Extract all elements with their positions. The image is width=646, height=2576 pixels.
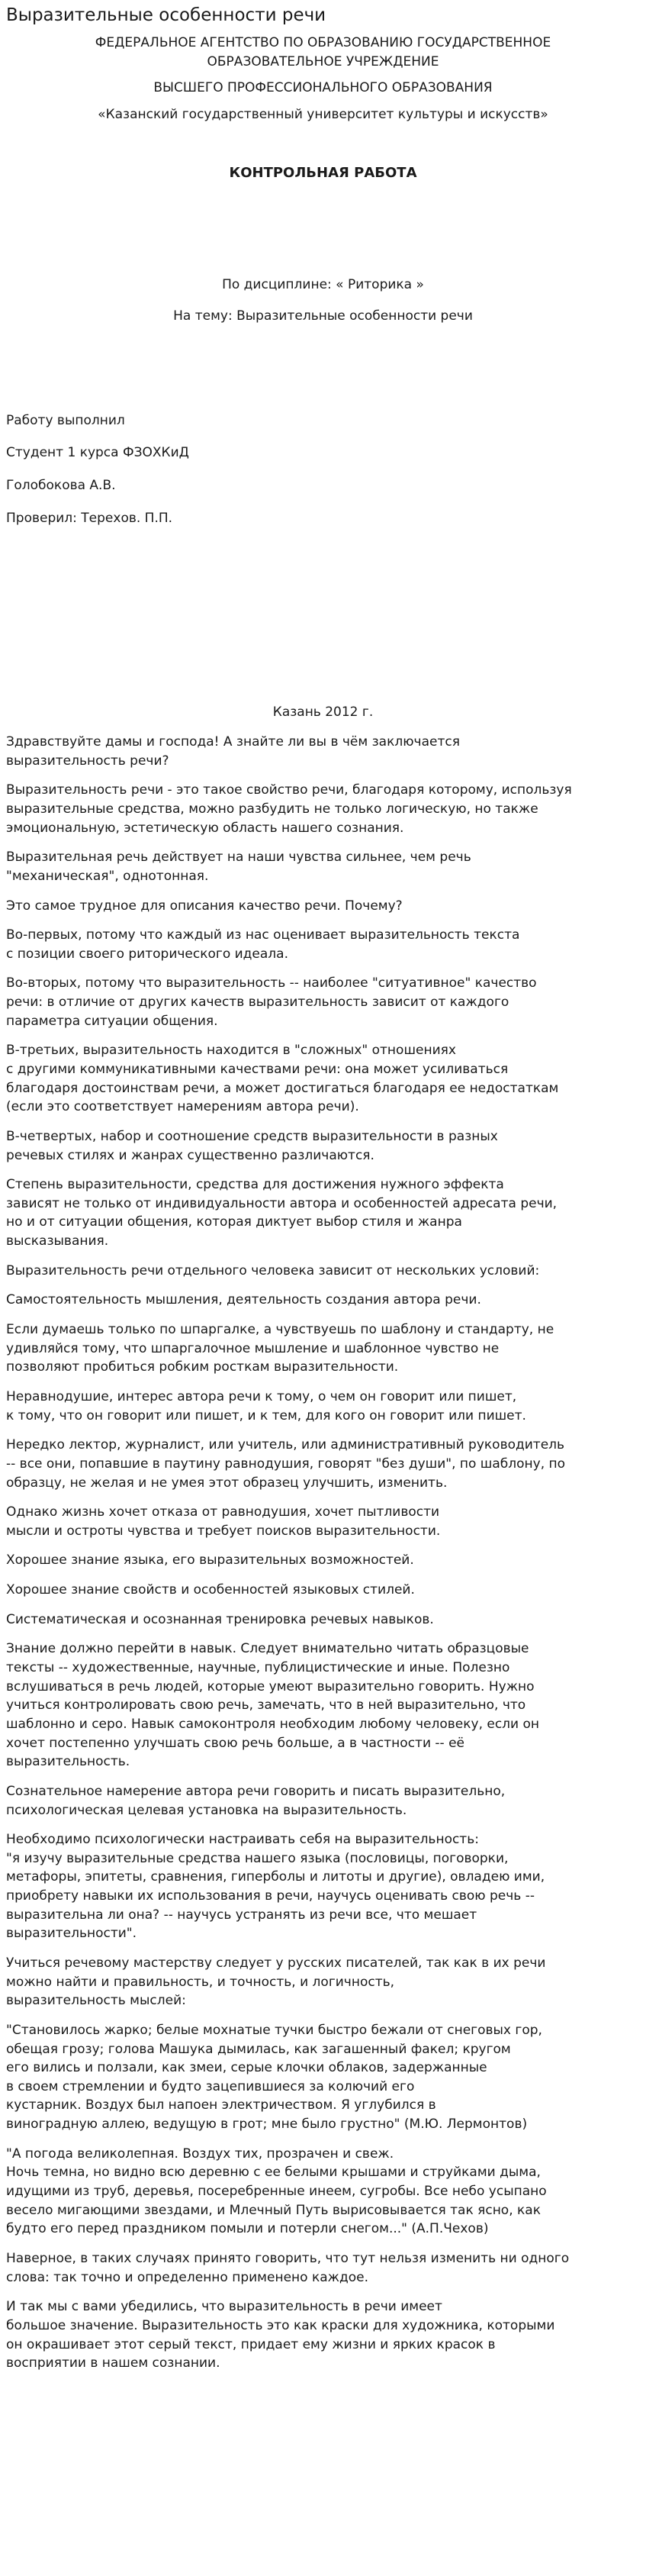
page-title: Выразительные особенности речи <box>6 5 326 25</box>
paragraph-line: Наверное, в таких случаях принято говорить, что тут нельзя изменить ни одного <box>6 2250 570 2266</box>
paragraph-line: обещая грозу; голова Машука дымилась, как загашенный факел; кругом <box>6 2041 511 2057</box>
paragraph-line: выразительности". <box>6 1926 137 1942</box>
discipline-line: По дисциплине: « Риторика » <box>222 276 424 292</box>
paragraph-line: Если думаешь только по шпаргалке, а чувствуешь по шаблону и стандарту, не <box>6 1322 554 1338</box>
body-paragraph <box>6 926 640 963</box>
paragraph-line: Систематическая и осознанная тренировка речевых навыков. <box>6 1611 434 1627</box>
paragraph-line: Необходимо психологически настраивать себя на выразительность: <box>6 1832 479 1848</box>
paragraph-line: его вились и ползали, как змеи, серые клочки облаков, задержанные <box>6 2060 487 2076</box>
body-paragraph <box>6 1551 640 1570</box>
paragraph-line: благодаря достоинствам речи, а может достигаться благодаря ее недостаткам <box>6 1080 559 1096</box>
body-paragraph <box>6 1175 640 1251</box>
body-paragraph <box>6 1320 640 1377</box>
work-type-heading: КОНТРОЛЬНАЯ РАБОТА <box>229 165 417 182</box>
performed-by: Работу выполнил <box>6 412 125 428</box>
paragraph-line: Выразительная речь действует на наши чувства сильнее, чем речь <box>6 850 471 866</box>
paragraph-line: речи: в отличие от других качеств выразительность зависит от каждого <box>6 995 509 1011</box>
paragraph-line: можно найти и правильность, и точность, и логичность, <box>6 1974 395 1990</box>
body-paragraph <box>6 733 640 770</box>
paragraph-line: Выразительность речи отдельного человека зависит от нескольких условий: <box>6 1262 540 1278</box>
institution-header <box>6 34 640 124</box>
body-paragraph <box>6 1127 640 1165</box>
city-year: Казань 2012 г. <box>272 704 374 721</box>
body-paragraph <box>6 2249 640 2287</box>
paragraph-line: Неравнодушие, интерес автора речи к тому, о чем он говорит или пишет, <box>6 1388 517 1404</box>
body-paragraph <box>6 1639 640 1771</box>
header-line: ФЕДЕРАЛЬНОЕ АГЕНТСТВО ПО ОБРАЗОВАНИЮ ГОСУДАРСТВЕННОЕ <box>95 34 551 50</box>
paragraph-line: шаблонно и серо. Навык самоконтроля необходим любому человеку, если он <box>6 1716 540 1732</box>
paragraph-line: -- все они, попавшие в паутину равнодушия, говорят "без души", по шаблону, по <box>6 1456 566 1472</box>
paragraph-line: метафоры, эпитеты, сравнения, гиперболы и литоты и другие), овладею ими, <box>6 1869 545 1885</box>
author-block <box>6 411 640 528</box>
paragraph-line: Степень выразительности, средства для достижения нужного эффекта <box>6 1177 504 1193</box>
body-paragraph <box>6 1581 640 1600</box>
paragraph-line: параметра ситуации общения. <box>6 1013 218 1029</box>
paragraph-line: выразительные средства, можно разбудить не только логическую, но также <box>6 801 538 817</box>
paragraph-line: В-четвертых, набор и соотношение средств выразительности в разных <box>6 1128 498 1144</box>
body-paragraph <box>6 1041 640 1117</box>
paragraph-line: "я изучу выразительные средства нашего языка (пословицы, поговорки, <box>6 1850 509 1866</box>
paragraph-line: Учиться речевому мастерству следует у русских писателей, так как в их речи <box>6 1955 546 1971</box>
paragraph-line: учиться контролировать свою речь, замечать, что в ней выразительно, что <box>6 1697 526 1714</box>
paragraph-line: вслушиваться в речь людей, которые умеют выразительно говорить. Нужно <box>6 1678 535 1694</box>
paragraph-line: кустарник. Воздух был напоен электричеством. Я углубился в <box>6 2097 436 2113</box>
paragraph-line: (если это соответствует намерениям автора речи). <box>6 1099 359 1115</box>
header-line: ОБРАЗОВАТЕЛЬНОЕ УЧРЕЖДЕНИЕ <box>207 53 439 69</box>
paragraph-line: идущими из труб, деревья, посеребренные инеем, сугробы. Все небо усыпано <box>6 2184 547 2200</box>
body-paragraph <box>6 2145 640 2239</box>
paragraph-line: образцу, не желая и не умея этот образец улучшить, изменить. <box>6 1475 448 1491</box>
paragraph-line: с позиции своего риторического идеала. <box>6 946 288 962</box>
paragraph-line: тексты -- художественные, научные, публицистические и иные. Полезно <box>6 1660 510 1676</box>
paragraph-line: к тому, что он говорит или пишет, и к тем, для кого он говорит или пишет. <box>6 1407 526 1423</box>
paragraph-line: он окрашивает этот серый текст, придает ему жизни и ярких красок в <box>6 2336 496 2352</box>
body-paragraph <box>6 974 640 1030</box>
topic-line: На тему: Выразительные особенности речи <box>173 308 473 324</box>
body-paragraph <box>6 1830 640 1943</box>
paragraph-line: Здравствуйте дамы и господа! А знайте ли вы в чём заключается <box>6 734 460 750</box>
paragraph-line: Хорошее знание свойств и особенностей языковых стилей. <box>6 1582 415 1598</box>
body-paragraph <box>6 1610 640 1630</box>
header-line: «Казанский государственный университет культуры и искусств» <box>98 106 548 122</box>
paragraph-line: Во-вторых, потому что выразительность -- наиболее "ситуативное" качество <box>6 975 537 991</box>
paragraph-line: психологическая целевая установка на выразительность. <box>6 1802 407 1818</box>
paragraph-line: выразительна ли она? -- научусь устранять из речи все, что мешает <box>6 1907 477 1923</box>
paragraph-line: "механическая", однотонная. <box>6 868 209 884</box>
body-paragraph <box>6 2297 640 2373</box>
body-paragraph <box>6 781 640 837</box>
student-name: Голобокова А.В. <box>6 478 116 494</box>
paragraph-line: зависят не только от индивидуальности автора и особенностей адресата речи, <box>6 1195 558 1211</box>
paragraph-line: эмоциональную, эстетическую область нашего сознания. <box>6 820 404 836</box>
paragraph-line: Однако жизнь хочет отказа от равнодушия, хочет пытливости <box>6 1504 440 1520</box>
paragraph-line: Самостоятельность мышления, деятельность создания автора речи. <box>6 1292 481 1308</box>
body-paragraph <box>6 1262 640 1281</box>
paragraph-line: выразительность мыслей: <box>6 1993 186 2009</box>
checked-by: Проверил: Терехов. П.П. <box>6 510 173 526</box>
paragraph-line: "А погода великолепная. Воздух тих, прозрачен и свеж. <box>6 2146 394 2162</box>
paragraph-line: в своем стремлении и будто зацепившиеся за колючий его <box>6 2078 415 2094</box>
paragraph-line: Хорошее знание языка, его выразительных возможностей. <box>6 1552 414 1568</box>
paragraph-line: приобрету навыки их использования в речи, научусь оценивать свою речь -- <box>6 1888 535 1904</box>
paragraph-line: выразительность речи? <box>6 753 169 769</box>
paragraph-line: Это самое трудное для описания качество речи. Почему? <box>6 898 403 914</box>
paragraph-line: Ночь темна, но видно всю деревню с ее белыми крышами и струйками дыма, <box>6 2165 541 2181</box>
paragraph-line: но и от ситуации общения, которая диктует выбор стиля и жанра <box>6 1214 462 1230</box>
paragraph-line: В-третьих, выразительность находится в "сложных" отношениях <box>6 1043 456 1059</box>
body-paragraph <box>6 1954 640 2010</box>
header-line: ВЫСШЕГО ПРОФЕССИОНАЛЬНОГО ОБРАЗОВАНИЯ <box>153 80 493 96</box>
paragraph-line: позволяют пробиться робким росткам выразительности. <box>6 1359 399 1375</box>
paragraph-line: хочет постепенно улучшать свою речь больше, а в частности -- её <box>6 1735 464 1751</box>
paragraph-line: мысли и остроты чувства и требует поисков выразительности. <box>6 1523 441 1539</box>
paragraph-line: виноградную аллею, ведущую в грот; мне было грустно" (М.Ю. Лермонтов) <box>6 2117 528 2133</box>
body-paragraph <box>6 848 640 885</box>
paragraph-line: Выразительность речи - это такое свойство речи, благодаря которому, используя <box>6 782 572 798</box>
paragraph-line: Во-первых, потому что каждый из нас оценивает выразительность текста <box>6 927 520 943</box>
paragraph-line: речевых стилях и жанрах существенно различаются. <box>6 1147 374 1163</box>
paragraph-line: слова: так точно и определенно применено каждое. <box>6 2269 368 2285</box>
paragraph-line: "Становилось жарко; белые мохнатые тучки быстро бежали от снеговых гор, <box>6 2022 542 2038</box>
body-paragraph <box>6 1388 640 1425</box>
paragraph-line: большое значение. Выразительность это как краски для художника, которыми <box>6 2317 555 2333</box>
paragraph-line: будто его перед праздником помыли и потерли снегом..." (А.П.Чехов) <box>6 2221 489 2237</box>
paragraph-line: восприятии в нашем сознании. <box>6 2355 220 2371</box>
body-paragraph <box>6 2021 640 2134</box>
body-paragraph <box>6 1782 640 1820</box>
paragraph-line: Знание должно перейти в навык. Следует внимательно читать образцовые <box>6 1641 529 1657</box>
body-paragraph <box>6 1436 640 1492</box>
paragraph-line: с другими коммуникативными качествами речи: она может усиливаться <box>6 1062 509 1077</box>
paragraph-line: Сознательное намерение автора речи говорить и писать выразительно, <box>6 1783 506 1799</box>
paragraph-line: весело мигающими звездами, и Млечный Путь вырисовывается так ясно, как <box>6 2202 541 2218</box>
document-body <box>6 733 640 2373</box>
student-line: Студент 1 курса ФЗОХКиД <box>6 445 189 461</box>
paragraph-line: высказывания. <box>6 1233 109 1249</box>
body-paragraph <box>6 897 640 916</box>
paragraph-line: удивляйся тому, что шпаргалочное мышление и шаблонное чувство не <box>6 1340 500 1356</box>
body-paragraph <box>6 1291 640 1310</box>
paragraph-line: выразительность. <box>6 1754 130 1770</box>
paragraph-line: И так мы с вами убедились, что выразительность в речи имеет <box>6 2299 442 2315</box>
body-paragraph <box>6 1503 640 1540</box>
paragraph-line: Нередко лектор, журналист, или учитель, или административный руководитель <box>6 1437 565 1453</box>
